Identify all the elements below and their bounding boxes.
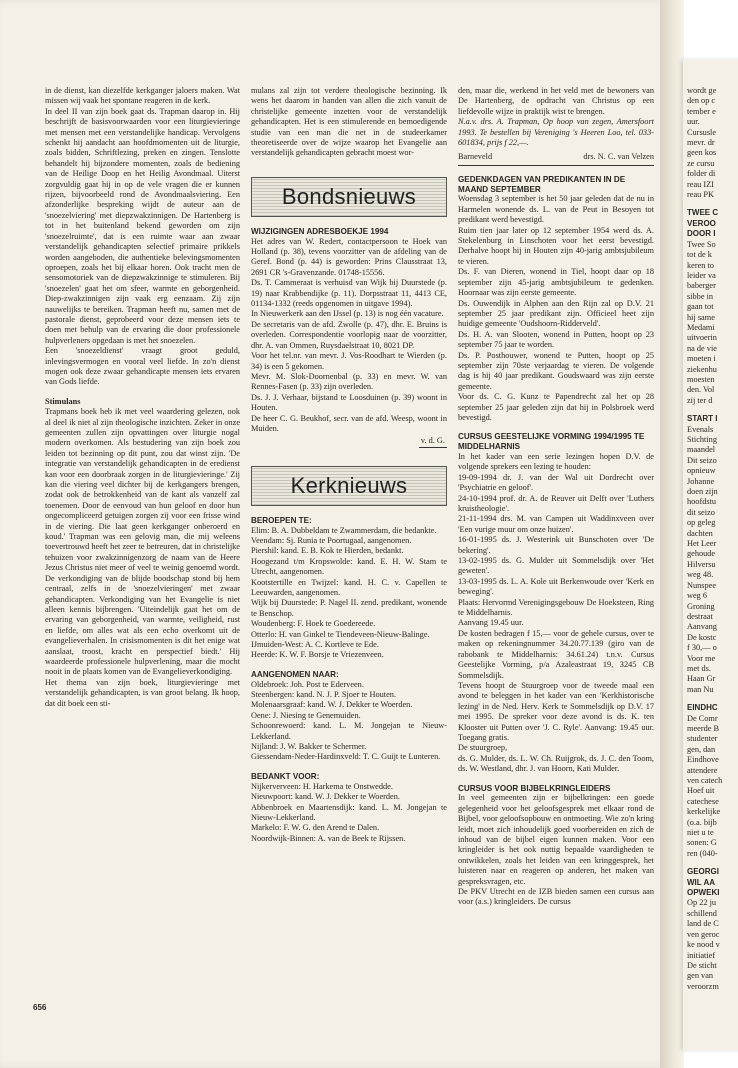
news-item: De secretaris van de afd. Zwolle (p. 47), dhr. E. Bruins is overleden. Correspondentie voorlopig naar de voorzitter, dhr. A. van Ommen, Ruysdaelstraat 10, 8021 DP. [251, 319, 447, 350]
signature-initials: v. d. G. [419, 436, 447, 447]
news-item: Veendam: Sj. Runia te Poortugaal, aangenomen. [251, 535, 412, 545]
right-page-text-fragment: Twee So [687, 239, 716, 249]
right-page-text-fragment: tot de k [687, 250, 712, 260]
right-page-text-fragment: veroorzm [687, 981, 719, 991]
news-item: In het kader van een serie lezingen hopen D.V. de volgende sprekers een lezing te houden: [458, 451, 654, 472]
news-item: Molenaarsgraaf: kand. W. J. Dekker te Woerden. [251, 700, 413, 710]
news-item: Schoonrewoerd: kand. L. M. Jongejan te Nieuw-Lekkerland. [251, 721, 447, 741]
right-page-text-fragment: mevr. dr [687, 138, 715, 148]
section-heading-stimulans: Stimulans [45, 396, 81, 406]
right-page-text-fragment: gehoude [687, 549, 716, 559]
news-item: Kootstertille en Twijzel: kand. H. C. v. Capellen te Leeuwarden, aangenomen. [251, 577, 447, 597]
news-item: Woensdag 3 september is het 50 jaar geleden dat de nu in Harmelen wonende ds. L. van de Peut in Besoyen tot predikant werd bevestigd. [458, 194, 654, 225]
right-page-text-fragment: dit seizo [687, 507, 715, 517]
news-item: Ds. T. Cammeraat is verhuisd van Wijk bij Duurstede (p. 19) naar Krabbendijke (p. 11). Dorpsstraat 11, 4413 CE, 01134-1332 (reeds opgenomen in uitgave 1994). [251, 278, 447, 309]
news-item: Steenbergen: kand. N. J. P. Sjoer te Houten. [251, 690, 397, 700]
right-page-text-fragment: Op 22 ju [687, 898, 717, 908]
right-page-text-fragment: land de C [687, 919, 719, 929]
right-page-text-fragment: schillend [687, 908, 717, 918]
right-page-text-fragment: Groning [687, 601, 715, 611]
heading-bijbelkringleiders: CURSUS VOOR BIJBELKRINGLEIDERS [458, 783, 611, 793]
paragraph: Trapmans boek heb ik met veel waardering gelezen, ook al deel ik niet al zijn theologische inzichten. Zeker in onze gemeenten zullen zijn opvattingen over liturgie nogal modern overkomen. Als bestudering van zijn boek zou leiden tot bezinning op dit punt, zou dat winst zijn. 'De integratie van verstandelijk gehandicapten in de eredienst kan voor een doorbraak zorgen in de liturgievieringe.' Zij kan die viering veel dichter bij de kerkgangers brengen, zodat ook de betrokkenheid van de kant als vanzelf zal toenemen. Door de eenvoud van hun geloof en door hun ongecompliceerd getuigen zorgen zij voor een frisse wind in de viering. Die laat geen kerkganger onberoerd en koud.' Trapman was een gelovig man, die mij weleens toevertrouwd heeft het zeer te betreuren, dat in christelijke tehuizen voor zwakzinnigenzorg de naam van de Heere Jezus Christus niet meer of veel te weinig genoemd wordt. De verkondiging van de blijde boodschap stond bij hem centraal, zelfs in de 'snoezelvieringen' met zwaar gehandicapten. Verkondiging van het Evangelie is niet alleen kennis bijbrengen. 'Uiteindelijk gaat het om de ervaring van geborgenheid, van warmte, veiligheid, rust en liefde, om alles wat als een echo overkomt uit de evangelieverhalen. In crisismomenten is dit het enige wat aanslaat, troost, kracht en perspectief biedt.' Hij waardeerde professionele hulpverlening, maar die mocht nooit in de plaats komen van de Evangelieverkondiging. [45, 407, 240, 677]
banner-title: Bondsnieuws [281, 183, 417, 209]
right-page-text-fragment: sonen: G [687, 838, 717, 848]
right-page-text-fragment: Johanne [687, 476, 715, 486]
right-page-text-fragment: dachten [687, 528, 713, 538]
right-page-text-fragment: na de vie [687, 343, 717, 353]
right-page-heading-fragment: TWEE C [687, 208, 719, 218]
right-page-text-fragment: Eindhove [687, 755, 719, 765]
right-page-text-fragment: man Nu [687, 684, 714, 694]
right-page-text-fragment: De kostc [687, 632, 717, 642]
right-page-text-fragment: initiatief [687, 950, 716, 960]
news-item: 13-03-1995 ds. L. A. Kole uit Berkenwoude over 'Kerk en beweging'. [458, 576, 654, 597]
news-item: Hoogezand t/m Kropswolde: kand. E. H. W. Stam te Utrecht, aangenomen. [251, 556, 447, 577]
news-item: 21-11-1994 drs. M. van Campen uit Waddinxveen over 'Een vurige muur om onze huizen'. [458, 514, 654, 534]
right-page-text-fragment: Cursusle [687, 127, 717, 137]
right-page-text-fragment: doen zijn [687, 487, 718, 497]
right-page-text-fragment: uur. [687, 117, 700, 127]
news-item: Woudenberg: F. Hoek te Goedereede. [251, 619, 376, 629]
right-page-text-fragment: moeten i [687, 354, 716, 364]
column-2 [251, 86, 447, 966]
book-citation: N.a.v. drs. A. Trapman, Op hoop van zegen, Amersfoort 1993. Te bestellen bij Vereniging 's Heeren Loo, tel. 033-601834, prijs f 22,—. [458, 117, 654, 148]
banner-title: Kerknieuws [290, 472, 408, 498]
paragraph: In veel gemeenten zijn er bijbelkringen: een goede gelegenheid voor het geloofsgesprek met elkaar rond de Bijbel, voor geloofsopbouw en ontmoeting. Wie zo'n kring leidt, moet zich inhoudelijk goed voorbereiden en zich de inhoud van de bijbel eigen kunnen maken. Voor een kringleider is het ook nuttig bepaalde vaardigheden te ontwikkelen, zoals het leiden van een kringgesprek, het luisteren naar en reageren op anderen, het maken van gespreksvragen, etc. [458, 793, 654, 886]
right-page-text-fragment: leider va [687, 270, 716, 280]
news-item: Tevens hoopt de Stuurgroep voor de tweede maal een avond te beleggen in het kader van een 'Kerkhistorische lezing' in de Ned. Herv. Kerk te Sommelsdijk op D.V. 17 mei 1995. De spreker voor deze avond is ds. K. ten Klooster uit Putten over 'J. C. Ryle'. Aanvang: 19.45 uur. Toegang gratis. [458, 680, 654, 742]
book-gutter [660, 0, 684, 1068]
heading-adresboekje: WIJZIGINGEN ADRESBOEKJE 1994 [251, 226, 389, 236]
right-page-text-fragment: Stichting [687, 435, 717, 444]
news-item: 13-02-1995 ds. G. Mulder uit Sommelsdijk over 'Het geweten'. [458, 556, 654, 576]
right-page-text-fragment: kerkelijke [687, 807, 721, 817]
right-page-text-fragment: hoofdstu [687, 497, 717, 507]
right-page-text-fragment: weg 6 [687, 591, 708, 601]
right-page-column [687, 86, 738, 992]
right-page-heading-fragment: WIL AA [687, 877, 715, 887]
heading-gedenkdagen: GEDENKDAGEN VAN PREDIKANTEN IN DE MAAND SEPTEMBER [458, 174, 626, 194]
right-page-text-fragment: ziekenhu [687, 364, 717, 374]
news-item: Heerde: K. W. F. Borsje te Vriezenveen. [251, 650, 384, 660]
right-page-text-fragment: wordt ge [687, 86, 717, 95]
news-item: Ds. H. A. van Slooten, wonend in Putten, hoopt op 23 september 75 jaar te worden. [458, 329, 654, 350]
news-item: De kosten bedragen f 15,— voor de gehele cursus, over te maken op rekeningnummer 34.20.77.139 (giro van de rabobank te Middelharnis: 34.61.24) t.n.v. Cursus Geestelijke Vorming, p/a Azaleastraat 19, 3245 CB Sommelsdijk. [458, 628, 654, 680]
right-page-text-fragment: ven geroc [687, 929, 720, 939]
right-page-text-fragment: meerde B [687, 723, 720, 733]
page-number: 656 [33, 1003, 47, 1012]
right-page-text-fragment: Evenals [687, 424, 714, 434]
news-item: Nijland: J. W. Bakker te Schermer. [251, 742, 367, 752]
right-page-text-fragment: ren (040- [687, 848, 718, 858]
news-item: Het adres van W. Redert, contactpersoon te Hoek van Holland (p. 38), tevens voorzitter van de afdeling van de Geref. Bond (p. 44) is geworden: Prins Clausstraat 13, 2691 CR 's-Gravenzande. 01748-15556. [251, 236, 447, 277]
news-item: ds. G. Mulder, ds. L. W. Ch. Ruijgrok, ds. J. C. den Toom, ds. W. Westland, dhr. J. van Hoorn, Kati Mulder. [458, 753, 654, 774]
right-page-text-fragment: f 30,— o [687, 643, 717, 653]
right-page-text-fragment: weg 48. [687, 570, 714, 580]
right-page-text-fragment: De Comr [687, 713, 718, 723]
right-page-text-fragment: attendere [687, 765, 718, 775]
news-item: 19-09-1994 dr. J. van der Wal uit Dordrecht over 'Psychiatrie en geloof'. [458, 472, 654, 493]
news-item: Mevr. M. Slok-Doornenbal (p. 33) en mevr. W. van Rennes-Fasen (p. 33) zijn overleden. [251, 371, 447, 392]
news-item: Voor het tel.nr. van mevr. J. Vos-Roodhart te Wierden (p. 34) is een 5 gekomen. [251, 351, 447, 371]
signature [251, 436, 447, 447]
news-item: Ds. F. van Dieren, wonend in Tiel, hoopt daar op 18 september zijn 45-jarig ambtsjubileum te gedenken. Hoornaar was zijn eerste gemeente. [458, 267, 654, 298]
news-item: Otterlo: H. van Ginkel te Tiendeveen-Nieuw-Balinge. [251, 629, 430, 639]
news-item: Ruim tien jaar later op 12 september 1954 werd ds. A. Stekelenburg in Linschoten voor het eerst bevestigd. Derhalve hoopt hij in Houten zijn 40-jarig ambtsjubileum te vieren. [458, 225, 654, 266]
right-page-text-fragment: baberger [687, 281, 716, 291]
right-page-text-fragment: Dit seizo [687, 455, 717, 465]
right-page-text-fragment: Voor me [687, 653, 716, 663]
right-page-text-fragment: tember e [687, 106, 716, 116]
column-1 [45, 86, 240, 966]
right-page-text-fragment: gaan tot [687, 302, 714, 312]
right-page-text-fragment: maandel [687, 445, 716, 455]
right-page-text-fragment: ze cursu [687, 158, 715, 168]
news-item: Ds. Ouwendijk in Alphen aan den Rijn zal op D.V. 21 september 25 jaar predikant zijn. Officieel heet zijn huidige gemeente 'Oudshoorn-Ridderveld'. [458, 298, 654, 329]
news-item: Oene: J. Niesing te Genemuiden. [251, 710, 361, 720]
byline-place: Barneveld [458, 152, 493, 162]
right-page-text-fragment: reau IZI [687, 179, 714, 189]
right-page-text-fragment: sibbe in [687, 291, 714, 301]
kerknieuws-banner [251, 466, 447, 506]
right-page-text-fragment: Nunspee [687, 580, 717, 590]
right-page-text-fragment: op geleg [687, 518, 716, 528]
paragraph: In deel II van zijn boek gaat ds. Trapman daarop in. Hij beschrijft de basisvoorwaarden voor een liturgievieringe met mensen met een verstandelijke handicap. Vervolgens schenkt hij aandacht aan hoofdmomenten uit de liturgie, zoals bidden, Schriftlezing, preken en zingen. Tenslotte behandelt hij bijzondere momenten, zoals de bediening van de Heilige Doop en het Heilig Avondmaal. Uiterst zorgvuldig gaat hij in op de vele vragen die er kunnen rijzen, bijvoorbeeld rond de Avondmaalsviering. Een afzonderlijke bespreking wijdt de auteur aan de 'snoezelviering' met diepzwakzinnigen. De Hartenberg is tot in het buitenland bekend geworden om zijn 'snoezelruimte', dat is een ruimte waar aan zwaar verstandelijk gehandicapten selectief primaire prikkels worden aangeboden, die authentieke belevingsmomenten oproepen, zoals het bij elkaar horen. Ook tracht men de sensomotoriek van de diepzwakzinnige te stimuleren. Bij 'snoezelen' gaat het om sfeer, warmte en geborgenheid. Diep-zwakzinnigen zijn vaak erg eenzaam. Zij zijn nauwelijks te bereiken. Trapman heeft nu, samen met de pastorale dienst, geprobeerd voor deze mensen iets te doen met behulp van de ervaring die door professionele hulpverleners opgedaan is met het snoezelen. [45, 106, 240, 345]
right-page-text-fragment: De sticht [687, 960, 717, 970]
right-page-text-fragment: Hilversu [687, 559, 716, 569]
news-item: Wijk bij Duurstede: P. Nagel II. zend. predikant, wonende te Benschop. [251, 598, 447, 618]
right-page-text-fragment: Het Leer [687, 539, 717, 549]
right-page-text-fragment: gen van [687, 971, 714, 981]
right-page-text-fragment: uitvoerin [687, 333, 717, 343]
news-item: IJmuiden-West: A. C. Kortleve te Ede. [251, 640, 379, 650]
right-page-text-fragment: (o.a. bijb [687, 817, 717, 827]
right-page-text-fragment: gen, dan [687, 744, 716, 754]
right-page-heading-fragment: OPWEKI [687, 888, 720, 898]
news-item: Oldebroek: Joh. Post te Ederveen. [251, 679, 364, 689]
right-page-heading-fragment: EINDHC [687, 703, 718, 713]
heading-aangenomen: AANGENOMEN NAAR: [251, 669, 339, 679]
news-item: De heer C. G. Beukhof, secr. van de afd. Weesp, woont in Muiden. [251, 413, 447, 433]
news-item: 16-01-1995 ds. J. Westerink uit Bunschoten over 'De bekering'. [458, 535, 654, 555]
right-page-text-fragment: Aanvang [687, 622, 717, 632]
byline-author: drs. N. C. van Velzen [583, 152, 654, 162]
news-item: 24-10-1994 prof. dr. A. de Reuver uit Delft over 'Luthers kruistheologie'. [458, 493, 654, 513]
right-page-text-fragment: ven catech [687, 776, 723, 785]
heading-cursus-vorming: CURSUS GEESTELIJKE VORMING 1994/1995 TE MIDDELHARNIS [458, 432, 645, 452]
news-item: Abbenbroek en Maartensdijk: kand. L. M. Jongejan te Nieuw-Lekkerland. [251, 802, 447, 822]
paragraph: Het thema van zijn boek, liturgievieringe met verstandelijk gehandicapten, is van groot belang. Ik hoop, dat dit boek een sti- [45, 677, 240, 708]
news-item: Nieuwpoort: kand. W. J. Dekker te Woerden. [251, 792, 400, 802]
right-page-text-fragment: opnieuw [687, 466, 716, 476]
right-page-text-fragment: niet u te [687, 828, 714, 838]
news-item: Noordwijk-Binnen: A. van de Beek te Rijssen. [251, 833, 406, 843]
right-page-text-fragment: studenter [687, 734, 718, 744]
paragraph: mulans zal zijn tot verdere theologische bezinning. Ik wens het daarom in handen van allen die zich vanuit de christelijke gemeente inzetten voor de verstandelijk gehandicapten. Het is een stimulerende en bemoedigende studie van een man die net in de studeerkamer theoretiseerde over de wijze waarop het Evangelie aan verstandelijk gehandicapten gebracht moest wor- [251, 86, 447, 158]
right-page-text-fragment: catechese [687, 796, 719, 806]
right-page-heading-fragment: START I [687, 414, 718, 424]
right-page-text-fragment: Medami [687, 322, 715, 332]
news-item: De stuurgroep, [458, 743, 508, 753]
news-item: Voor ds. C. G. Kunz te Papendrecht zal het op 28 september 25 jaar geleden zijn dat hij in Polsbroek werd bevestigd. [458, 392, 654, 422]
paragraph: in de dienst, kan diezelfde kerkganger jaloers maken. Wat missen wij vaak het spontane reageren in de kerk. [45, 86, 240, 106]
news-item: In Nieuwerkerk aan den IJssel (p. 13) is nog één vacature. [251, 309, 444, 319]
right-page-text-fragment: folder di [687, 169, 716, 179]
right-page-text-fragment: hij same [687, 312, 715, 322]
paragraph: den, maar die, werkend in het veld met de bewoners van De Hartenberg, de opdracht van Christus op een liefdevolle wijze in praktijk wist te brengen. [458, 86, 654, 116]
right-page-heading-fragment: DOOR I [687, 229, 716, 239]
right-page-text-fragment: Hoef uit [687, 786, 715, 796]
right-page-text-fragment: met ds. [687, 663, 711, 673]
news-item: Giessendam-Neder-Hardinxveld: T. C. Guijt te Lunteren. [251, 752, 441, 762]
heading-bedankt: BEDANKT VOOR: [251, 771, 320, 781]
news-item: Markelo: F. W. G. den Arend te Dalen. [251, 823, 380, 833]
news-item: Plaats: Hervormd Verenigingsgebouw De Hoeksteen, Ring te Middelharnis. [458, 597, 654, 618]
right-page-heading-fragment: VEROO [687, 218, 716, 228]
news-item: Nijkerverveen: H. Harkema te Onstwedde. [251, 781, 393, 791]
news-item: Elim: B. A. Dubbeldam te Zwammerdam, die bedankte. [251, 525, 437, 535]
news-item: Aanvang 19.45 uur. [458, 618, 524, 628]
paragraph: Een 'snoezeldienst' vraagt groot geduld, inlevingsvermogen en vooral veel liefde. In zo'n dienst mogen ook deze zwaar gehandicapte mensen iets ervaren van Gods liefde. [45, 346, 240, 387]
right-page-text-fragment: zij ter d [687, 395, 713, 405]
bondsnieuws-banner [251, 177, 447, 217]
author-byline [458, 152, 654, 165]
right-page-text-fragment: den op c [687, 96, 716, 106]
right-page-text-fragment: Haan Gr [687, 674, 716, 684]
right-page-text-fragment: keren to [687, 260, 714, 270]
right-page-text-fragment: reau PK [687, 190, 714, 200]
right-page-text-fragment: ke nood v [687, 940, 720, 950]
right-page-text-fragment: moesten [687, 374, 715, 384]
right-page-text-fragment: geen kos [687, 148, 717, 158]
right-page-text-fragment: destraat [687, 611, 713, 621]
right-page-heading-fragment: GEORGI [687, 867, 720, 877]
news-item: Ds. J. J. Verhaar, bijstand te Loosduinen (p. 39) woont in Houten. [251, 392, 447, 413]
news-item: Piershil: kand. E. B. Kok te Hierden, bedankt. [251, 546, 404, 556]
right-page-text-fragment: den. Vol [687, 385, 715, 395]
paragraph: De PKV Utrecht en de IZB bieden samen een cursus aan voor (a.s.) kringleiders. De cursus [458, 887, 654, 907]
heading-beroepen: BEROEPEN TE: [251, 515, 312, 525]
news-item: Ds. P. Posthouwer, wonend te Putten, hoopt op 25 september zijn 70ste verjaardag te vieren. De volgende dag is hij 40 jaar predikant. Goudswaard was zijn eerste gemeente. [458, 350, 654, 391]
right-page-fragment [683, 60, 738, 1050]
column-3 [458, 86, 654, 966]
